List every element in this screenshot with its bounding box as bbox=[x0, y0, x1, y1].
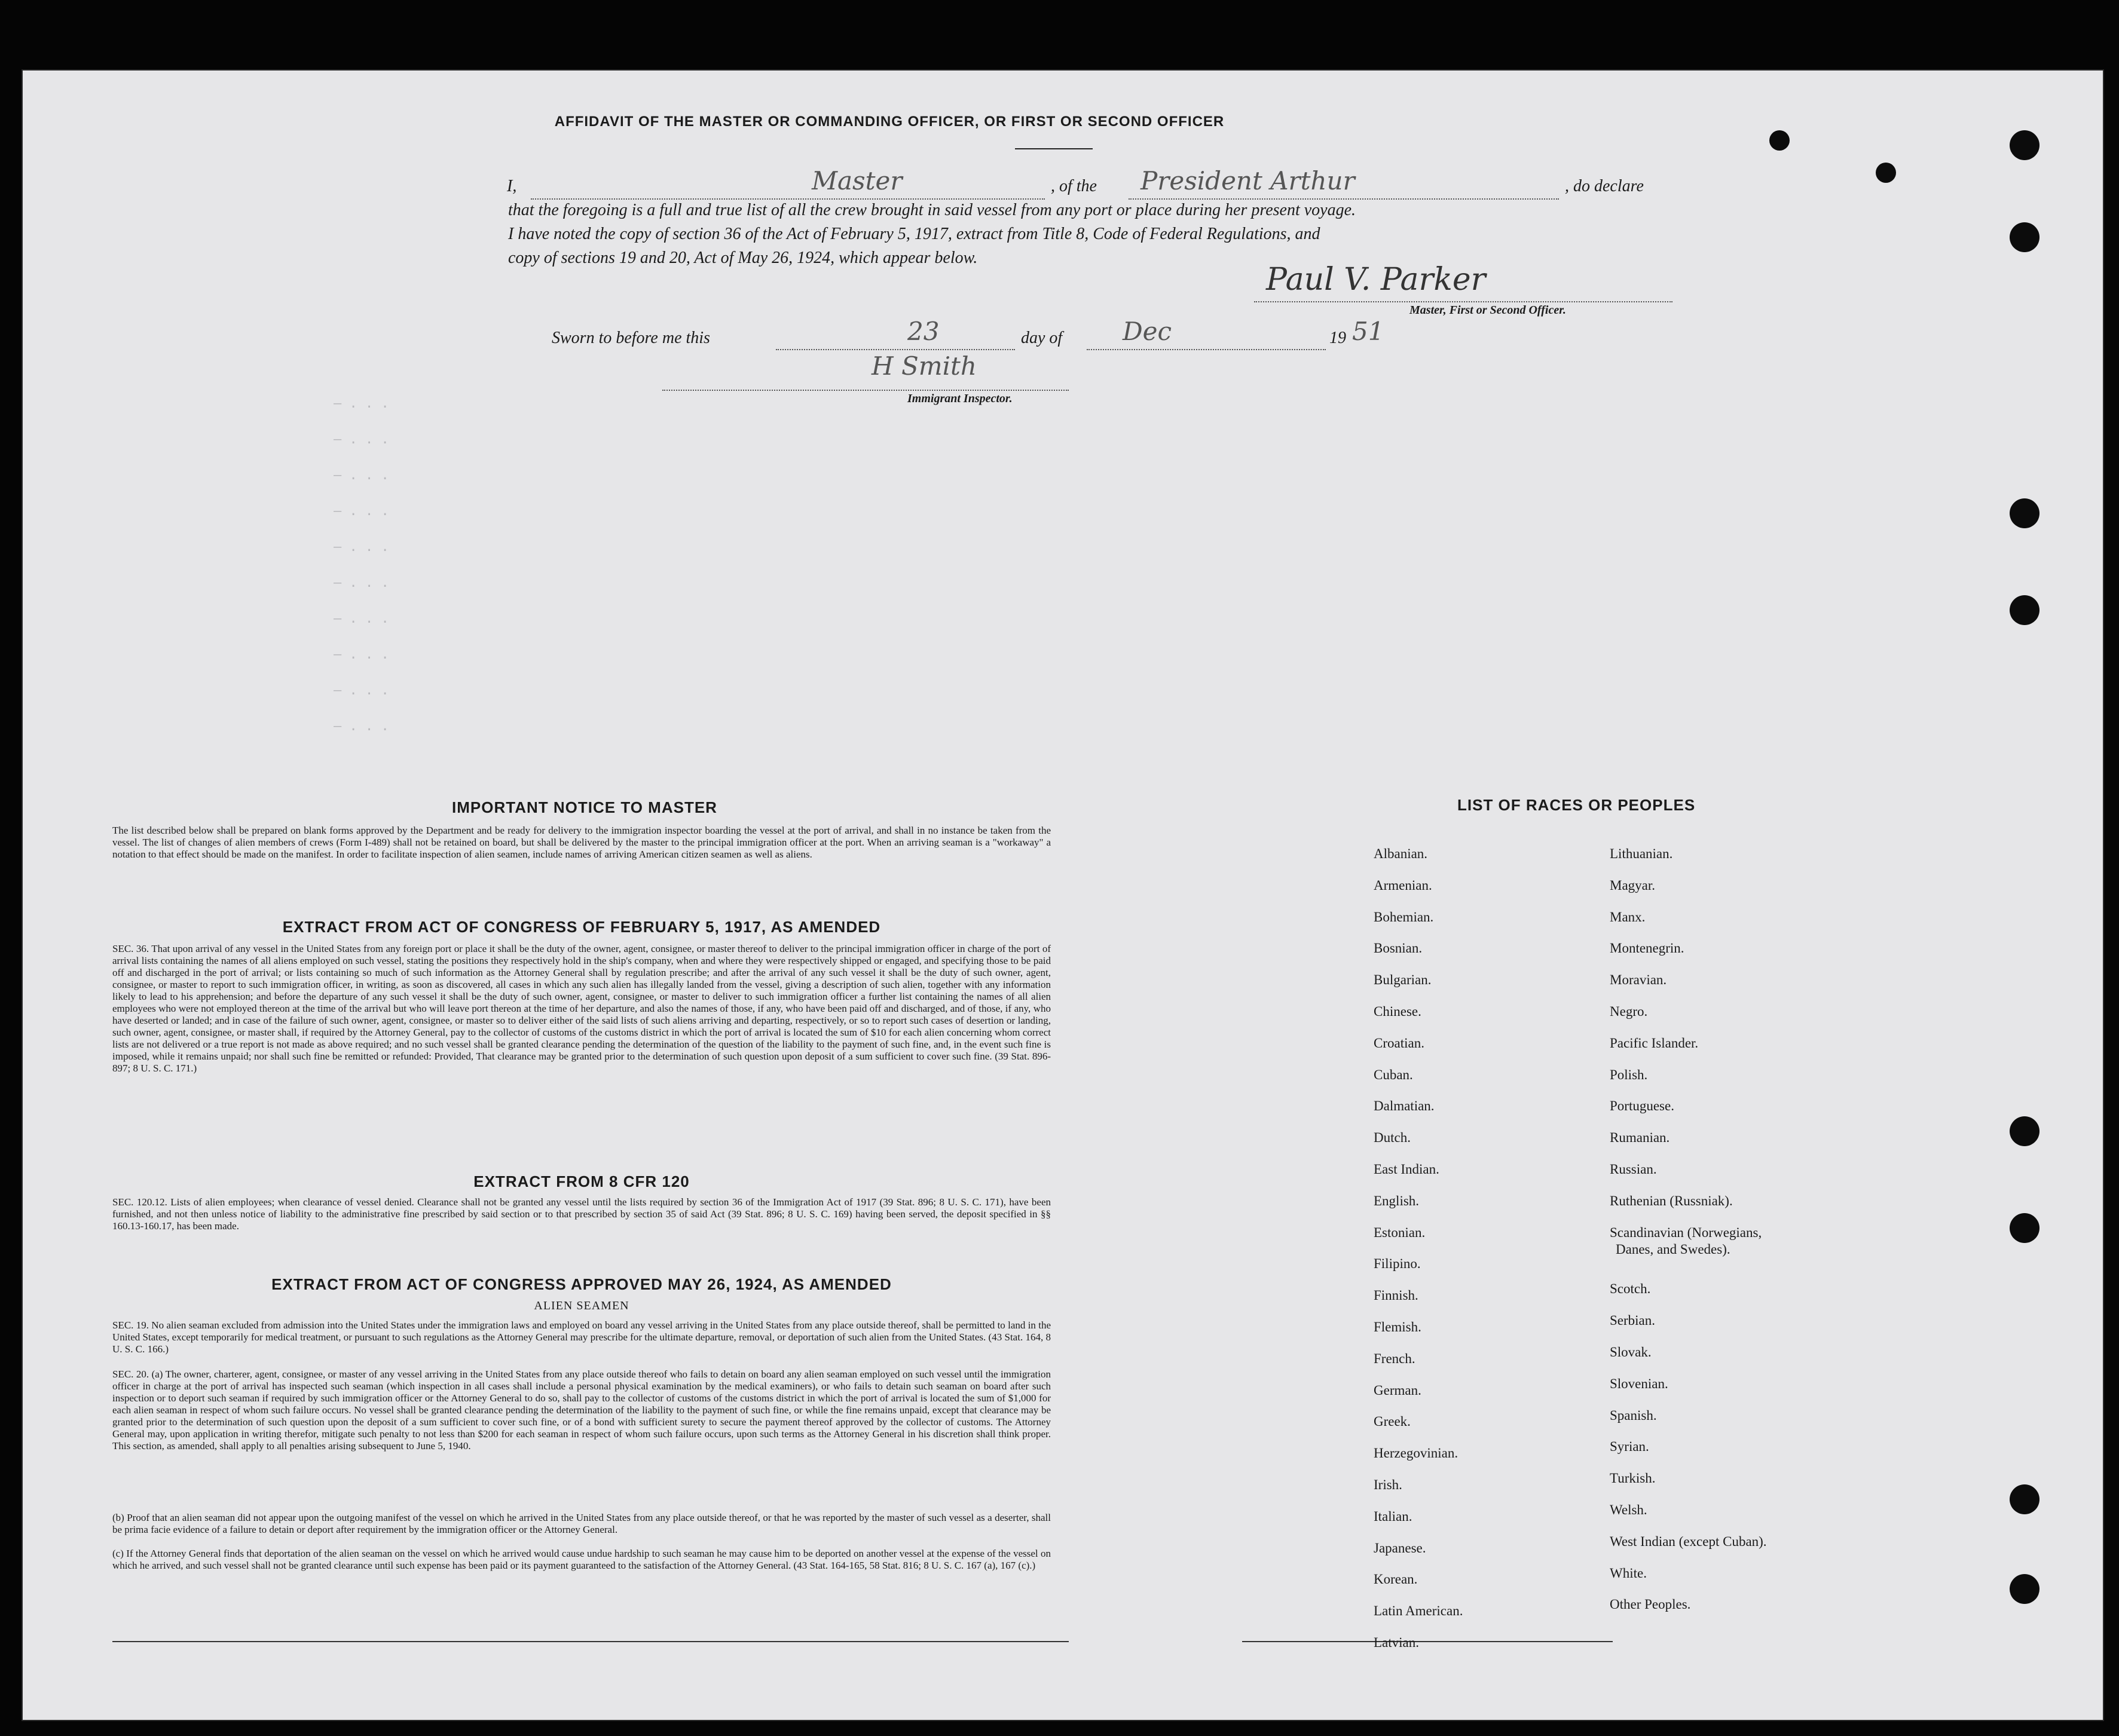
race-item: Manx. bbox=[1610, 909, 1646, 924]
race-item: Montenegrin. bbox=[1610, 941, 1684, 956]
notice-body: The list described below shall be prepared on blank forms approved by the Department and be ready for delivery to the immigration inspector boarding the vessel at the port of arrival, and shall in no instance be taken from the vessel. The list of changes of alien members of crews (Form I-489) shall not be retained on board, but shall be delivered by the master to the principal immigration officer at the port. When an arriving seaman is a "workaway" a notation to that effect should be made on the manifest. In order to facilitate inspection of alien seamen, include names of arriving American citizen seamen as well as aliens. bbox=[112, 825, 1051, 860]
punch-hole bbox=[2010, 498, 2040, 528]
race-item: Herzegovinian. bbox=[1374, 1446, 1458, 1461]
race-item: Dalmatian. bbox=[1374, 1098, 1435, 1114]
race-item: Bohemian. bbox=[1374, 909, 1434, 924]
race-item: Korean. bbox=[1374, 1572, 1418, 1587]
extract-1924-subtitle: ALIEN SEAMEN bbox=[534, 1299, 629, 1312]
race-item: Slovak. bbox=[1610, 1345, 1652, 1360]
race-item: Danes, and Swedes). bbox=[1616, 1241, 1730, 1257]
race-item: White. bbox=[1610, 1565, 1647, 1581]
document-page: — . . . — . . . — . . . — . . . — . . . — . . . — . . . — . . . — . . . — . . . AFFIDAVIT OF THE MASTER OR COMMANDING OFFICER, OR FIRST OR SECOND OFFICER I, Master , of the President Arthur , do declare that the foregoing is a full and true list of all the crew brought in said vessel from any port or place during her present voyage. I have noted the copy of section 36 of the Act of February 5, 1917, extract from Title 8, Code of Federal Regulations, and copy of sections 19 and 20, Act of May 26, 1924, which appear below. Paul V. Parker Master, First or Second Officer. Sworn to before me this 23 day of Dec 19 51 H Smith Immigrant Inspector. IMPORTANT NOTICE TO MASTER The list described below shall be prepared on blank forms approved by the Department and be ready for delivery to the immigration inspector boarding the vessel at the port of arrival, and shall in no instance be taken from the vessel. The list of changes of alien members of crews (Form I-489) shall not be retained on board, but shall be delivered by the master to the principal immigration officer at the port. When an arriving seaman is a "workaway" a notation to that effect should be made on the manifest. In order to facilitate inspection of alien seamen, include names of arriving American citizen seamen as well as aliens. EXTRACT FROM ACT OF CONGRESS OF FEBRUARY 5, 1917, AS AMENDED SEC. 36. That upon arrival of any vessel in the United States from any foreign port or place it shall be the duty of the owner, agent, consignee, or master thereof to deliver to the principal immigration officer in charge of the port of arrival lists containing the names of all aliens employed on such vessel, stating the positions they respectively hold in the ship's company, when and where they were respectively shipped or engaged, and specifying those to be paid off and discharged in the port of arrival; or lists containing so much of such information as the Attorney General shall by regulation prescribe; and after the arrival of any such vessel it shall be the duty of such owner, agent, consignee, or master to report to such immigration officer, in writing, as soon as discovered, all cases in which any such alien has illegally landed from the vessel, giving a description of such alien, together with any information likely to lead to his apprehension; and before the departure of any such vessel it shall be the duty of such owner, agent, consignee, or master to deliver to such immigration officer a further list containing the names of all alien employees who were not employed thereon at the time of the arrival but who will leave port thereon at the time of her departure, and also the names of those, if any, who have been paid off and discharged, and of those, if any, who have deserted or landed; and in case of the failure of such owner, agent, consignee, or master so to deliver either of the said lists of such aliens arriving and departing, respectively, or so to report such cases of desertion or landing, such owner, agent, consignee, or master shall, if required by the Attorney General, pay to the collector of customs of the customs district in which the port of arrival is located the sum of $10 for each alien concerning whom correct lists are not delivered or a true report is not made as above required; and no such vessel shall be granted clearance pending the determination of the question of the liability to the payment of such fine, and, in the event such fine is imposed, while it remains unpaid; nor shall such fine be remitted or refunded: Provided, That clearance may be granted prior to the determination of such question upon deposit of a sum sufficient to cover such fine. (39 Stat. 896-897; 8 U. S. C. 171.) EXTRACT FROM 8 CFR 120 SEC. 120.12. Lists of alien employees; when clearance of vessel denied. Clearance shall not be granted any vessel until the lists required by section 36 of the Immigration Act of 1917 (39 Stat. 896; 8 U. S. C. 171), have been furnished, and not then unless notice of liability to the administrative fine prescribed by said section or to that prescribed by section 35 of said Act (39 Stat. 896; 8 U. S. C. 169) having been served, the deposit specified in §§ 160.13-160.17, has been made. EXTRACT FROM ACT OF CONGRESS APPROVED MAY 26, 1924, AS AMENDED ALIEN SEAMEN SEC. 19. No alien seaman excluded from admission into the United States under the immigration laws and employed on board any vessel arriving in the United States from any place outside thereof, shall be permitted to land in the United States, except temporarily for medical treatment, or pursuant to such regulations as the Attorney General may prescribe for the ultimate departure, removal, or deportation of such alien from the United States. (43 Stat. 164, 8 U. S. C. 166.) SEC. 20. (a) The owner, charterer, agent, consignee, or master of any vessel arriving in the United States from any place outside thereof who fails to detain on board any alien seaman employed on such vessel until the immigration officer in charge at the port of arrival has inspected such seaman (which inspection in all cases shall include a personal physical examination by the medical examiners), or who fails to detain such seaman on board after such inspection or to deport such seaman if required by such immigration officer or the Attorney General to do so, shall pay to the collector of customs of the customs district in which the port of arrival is located the sum of $1,000 for each alien seaman in respect of whom such failure occurs. No vessel shall be granted clearance pending the determination of the liability to the payment of such fine, or while the fine remains unpaid, except that clearance may be granted prior to the determination of such question upon the deposit of a sum sufficient to cover such fine, or of a bond with sufficient surety to secure the payment thereof approved by the collector of customs. The Attorney General may, upon application in writing therefor, mitigate such penalty to not less than $200 for each seaman in respect of whom such failure occurs, upon such terms as the Attorney General in his discretion shall think proper. This section, as amended, shall apply to all penalties arising subsequent to June 5, 1940. (b) Proof that an alien seaman did not appear upon the outgoing manifest of the vessel on which he arrived in the United States from any place outside thereof, or that he was reported by the master of such vessel as a deserter, shall be prima facie evidence of a failure to detain or deport after requirement by the immigration officer or the Attorney General. (c) If the Attorney General finds that deportation of the alien seaman on the vessel on which he arrived would cause undue hardship to such seaman he may cause him to be deported on another vessel at the expense of the vessel on which he arrived, and such vessel shall not be granted clearance until such expense has been paid or its payment guaranteed to the satisfaction of the Attorney General. (43 Stat. 164-165, 58 Stat. 816; 8 U. S. C. 167 (a), 167 (c).) LIST OF RACES OR PEOPLES Albanian. Armenian. Bohemian. Bosnian. Bulgarian. Chinese. Croatian. Cuban. Dalmatian. Dutch. East Indian. English. Estonian. Filipino. Finnish. Flemish. French. German. Greek. Herzegovinian. Irish. Italian. Japanese. Korean. Latin American. Latvian. Lithuanian. Magyar. Manx. Montenegrin. Moravian. Negro. Pacific Islander. Polish. Portuguese. Rumanian. Russian. Ruthenian (Russniak). Scandinavian (Norwegians, Danes, and Swedes). Scotch. Serbian. Slovak. Slovenian. Spanish. Syrian. Turkish. Welsh. West Indian (except Cuban). White. Other Peoples. bbox=[23, 71, 2103, 1720]
extract-1924-sec19: SEC. 19. No alien seaman excluded from admission into the United States under the immigration laws and employed on board any vessel arriving in the United States from any place outside thereof, shall be permitted to land in the United States, except temporarily for medical treatment, or pursuant to such regulations as the Attorney General may prescribe for the ultimate departure, removal, or deportation of such alien from the United States. (43 Stat. 164, 8 U. S. C. 166.) bbox=[112, 1319, 1051, 1355]
race-item: Portuguese. bbox=[1610, 1098, 1674, 1114]
day-label: day of bbox=[1021, 329, 1063, 347]
race-item: Bulgarian. bbox=[1374, 972, 1432, 988]
punch-hole bbox=[2010, 222, 2040, 252]
race-item: East Indian. bbox=[1374, 1162, 1439, 1177]
race-item: Spanish. bbox=[1610, 1407, 1657, 1423]
race-item: Syrian. bbox=[1610, 1439, 1649, 1455]
race-item: Rumanian. bbox=[1610, 1130, 1670, 1146]
of-the-label: , of the bbox=[1051, 177, 1097, 195]
race-item: Moravian. bbox=[1610, 972, 1667, 988]
race-item: Polish. bbox=[1610, 1067, 1648, 1082]
month-handwriting: Dec bbox=[1123, 317, 1172, 346]
race-item: Flemish. bbox=[1374, 1319, 1421, 1334]
race-item: Lithuanian. bbox=[1610, 846, 1673, 861]
race-item: Chinese. bbox=[1374, 1004, 1421, 1019]
signature-line bbox=[1254, 301, 1672, 302]
extract-1924-title: EXTRACT FROM ACT OF CONGRESS APPROVED MAY 26, 1924, AS AMENDED bbox=[271, 1275, 892, 1293]
year-handwriting: 51 bbox=[1352, 317, 1384, 346]
declarant-line bbox=[531, 198, 1045, 200]
affidavit-title: AFFIDAVIT OF THE MASTER OR COMMANDING OFFICER, OR FIRST OR SECOND OFFICER bbox=[554, 114, 1225, 130]
race-item: German. bbox=[1374, 1382, 1421, 1398]
day-handwriting: 23 bbox=[907, 317, 940, 346]
races-title: LIST OF RACES OR PEOPLES bbox=[1457, 796, 1696, 814]
race-item: Filipino. bbox=[1374, 1256, 1421, 1272]
race-item: Pacific Islander. bbox=[1610, 1035, 1699, 1051]
race-item: Estonian. bbox=[1374, 1224, 1426, 1240]
race-item: Turkish. bbox=[1610, 1471, 1656, 1486]
race-item: Cuban. bbox=[1374, 1067, 1413, 1082]
punch-hole bbox=[1876, 163, 1896, 183]
sworn-label: Sworn to before me this bbox=[552, 329, 710, 347]
extract-cfr-title: EXTRACT FROM 8 CFR 120 bbox=[473, 1172, 690, 1190]
race-item: Scandinavian (Norwegians, bbox=[1610, 1224, 1762, 1240]
race-item: Dutch. bbox=[1374, 1130, 1411, 1146]
race-item: Welsh. bbox=[1610, 1502, 1647, 1517]
punch-hole bbox=[2010, 1484, 2040, 1514]
race-item: Magyar. bbox=[1610, 877, 1656, 893]
race-item: Russian. bbox=[1610, 1162, 1657, 1177]
title-rule bbox=[1015, 148, 1093, 149]
extract-1917-title: EXTRACT FROM ACT OF CONGRESS OF FEBRUARY 5, 1917, AS AMENDED bbox=[282, 918, 881, 936]
year-prefix: 19 bbox=[1329, 329, 1346, 347]
declare-label: , do declare bbox=[1565, 177, 1644, 195]
bottom-rule-right bbox=[1242, 1641, 1613, 1642]
punch-hole bbox=[2010, 1574, 2040, 1604]
race-item: Serbian. bbox=[1610, 1313, 1656, 1328]
race-item: Bosnian. bbox=[1374, 941, 1423, 956]
month-line bbox=[1087, 349, 1326, 350]
extract-1924-sec20b: (b) Proof that an alien seaman did not appear upon the outgoing manifest of the vessel on which he arrived in the United States from any place outside thereof, or that he was reported by the master of such vessel as a deserter, shall be prima facie evidence of a failure to detain or deport after requirement by the immigration officer or the Attorney General. bbox=[112, 1512, 1051, 1535]
race-item: Italian. bbox=[1374, 1508, 1412, 1524]
race-item: French. bbox=[1374, 1351, 1415, 1366]
race-item: Slovenian. bbox=[1610, 1376, 1668, 1391]
race-item: Latvian. bbox=[1374, 1635, 1419, 1650]
race-item: West Indian (except Cuban). bbox=[1610, 1533, 1767, 1549]
master-signature: Paul V. Parker bbox=[1266, 262, 1486, 298]
bottom-rule-left bbox=[112, 1641, 1069, 1642]
race-item: Armenian. bbox=[1374, 877, 1432, 893]
punch-hole bbox=[2010, 1213, 2040, 1243]
extract-1917-body: SEC. 36. That upon arrival of any vessel in the United States from any foreign port or place it shall be the duty of the owner, agent, consignee, or master thereof to deliver to the principal immigration officer in charge of the port of arrival lists containing the names of all aliens employed on such vessel, stating the positions they respectively hold in the ship's company, when and where they were respectively shipped or engaged, and specifying those to be paid off and discharged in the port of arrival; or lists containing so much of such information as the Attorney General shall by regulation prescribe; and after the arrival of any such vessel it shall be the duty of such owner, agent, consignee, or master to report to such immigration officer, in writing, as soon as discovered, all cases in which any such alien has illegally landed from the vessel, giving a description of such alien, together with any information likely to lead to his apprehension; and before the departure of any such vessel it shall be the duty of such owner, agent, consignee, or master to deliver to such immigration officer a further list containing the names of all alien employees who were not employed thereon at the time of the arrival but who will leave port thereon at the time of her departure, and also the names of those, if any, who have been paid off and discharged, and of those, if any, who have deserted or landed; and in case of the failure of such owner, agent, consignee, or master so to deliver either of the said lists of such aliens arriving and departing, respectively, or so to report such cases of desertion or landing, such owner, agent, consignee, or master shall, if required by the Attorney General, pay to the collector of customs of the customs district in which the port of arrival is located the sum of $10 for each alien concerning whom correct lists are not delivered or a true report is not made as above required; and no such vessel shall be granted clearance pending the determination of the question of the liability to the payment of such fine, and, in the event such fine is imposed, while it remains unpaid; nor shall such fine be remitted or refunded: Provided, That clearance may be granted prior to the determination of such question upon deposit of a sum sufficient to cover such fine. (39 Stat. 896-897; 8 U. S. C. 171.) bbox=[112, 943, 1051, 1074]
notice-title: IMPORTANT NOTICE TO MASTER bbox=[452, 798, 717, 816]
inspector-signature: H Smith bbox=[872, 351, 977, 381]
extract-cfr-body: SEC. 120.12. Lists of alien employees; when clearance of vessel denied. Clearance shall not be granted any vessel until the lists required by section 36 of the Immigration Act of 1917 (39 Stat. 896; 8 U. S. C. 171), have been furnished, and not then unless notice of liability to the administrative fine prescribed by said section or to that prescribed by section 35 of said Act (39 Stat. 896; 8 U. S. C. 169) having been served, the deposit specified in §§ 160.13-160.17, has been made. bbox=[112, 1196, 1051, 1232]
punch-hole bbox=[1769, 130, 1790, 151]
race-item: Other Peoples. bbox=[1610, 1597, 1691, 1612]
punch-hole bbox=[2010, 130, 2040, 160]
race-item: Scotch. bbox=[1610, 1281, 1651, 1297]
affidavit-line-3: copy of sections 19 and 20, Act of May 26, 1924, which appear below. bbox=[508, 249, 978, 267]
affidavit-line-2: I have noted the copy of section 36 of the Act of February 5, 1917, extract from Title 8, Code of Federal Regulations, and bbox=[508, 225, 1320, 243]
punch-hole bbox=[2010, 1116, 2040, 1146]
declarant-handwriting: Master bbox=[812, 166, 903, 195]
punch-hole bbox=[2010, 595, 2040, 625]
i-label: I, bbox=[507, 177, 517, 195]
race-item: Ruthenian (Russniak). bbox=[1610, 1193, 1733, 1208]
race-item: Finnish. bbox=[1374, 1288, 1418, 1303]
vessel-handwriting: President Arthur bbox=[1140, 166, 1355, 195]
day-line bbox=[776, 349, 1015, 350]
race-item: Irish. bbox=[1374, 1477, 1402, 1492]
race-item: Negro. bbox=[1610, 1004, 1648, 1019]
vessel-line bbox=[1129, 198, 1559, 200]
race-item: Greek. bbox=[1374, 1414, 1411, 1429]
race-item: Japanese. bbox=[1374, 1540, 1426, 1556]
race-item: Latin American. bbox=[1374, 1603, 1463, 1619]
race-item: Albanian. bbox=[1374, 846, 1428, 861]
race-item: Croatian. bbox=[1374, 1035, 1424, 1051]
affidavit-line-1: that the foregoing is a full and true list of all the crew brought in said vessel from any port or place during her present voyage. bbox=[508, 201, 1356, 219]
inspector-line bbox=[662, 390, 1069, 391]
extract-1924-sec20c: (c) If the Attorney General finds that deportation of the alien seaman on the vessel on which he arrived would cause undue hardship to such seaman he may cause him to be deported on another vessel at the expense of the vessel on which he arrived, and such vessel shall not be granted clearance until such expense has been paid or its payment guaranteed to the satisfaction of the Attorney General. (43 Stat. 164-165, 58 Stat. 816; 8 U. S. C. 167 (a), 167 (c).) bbox=[112, 1548, 1051, 1571]
signer-caption: Master, First or Second Officer. bbox=[1409, 304, 1566, 317]
extract-1924-sec20a: SEC. 20. (a) The owner, charterer, agent, consignee, or master of any vessel arriving in the United States from any place outside thereof who fails to detain on board any alien seaman employed on such vessel until the immigration officer in charge at the port of arrival has inspected such seaman (which inspection in all cases shall include a personal physical examination by the medical examiners), or who fails to detain such seaman on board after such inspection or to deport such seaman if required by such immigration officer or the Attorney General to do so, shall pay to the collector of customs of the customs district in which the port of arrival is located the sum of $1,000 for each alien seaman in respect of whom such failure occurs. No vessel shall be granted clearance pending the determination of the liability to the payment of such fine, or while the fine remains unpaid, except that clearance may be granted prior to the determination of such question upon the deposit of a sum sufficient to cover such fine, or of a bond with sufficient surety to secure the payment thereof approved by the collector of customs. The Attorney General may, upon application in writing therefor, mitigate such penalty to not less than $200 for each seaman in respect of whom such failure occurs, upon such terms as the Attorney General in his discretion shall think proper. This section, as amended, shall apply to all penalties arising subsequent to June 5, 1940. bbox=[112, 1368, 1051, 1452]
race-item: English. bbox=[1374, 1193, 1420, 1208]
inspector-caption: Immigrant Inspector. bbox=[907, 392, 1013, 405]
